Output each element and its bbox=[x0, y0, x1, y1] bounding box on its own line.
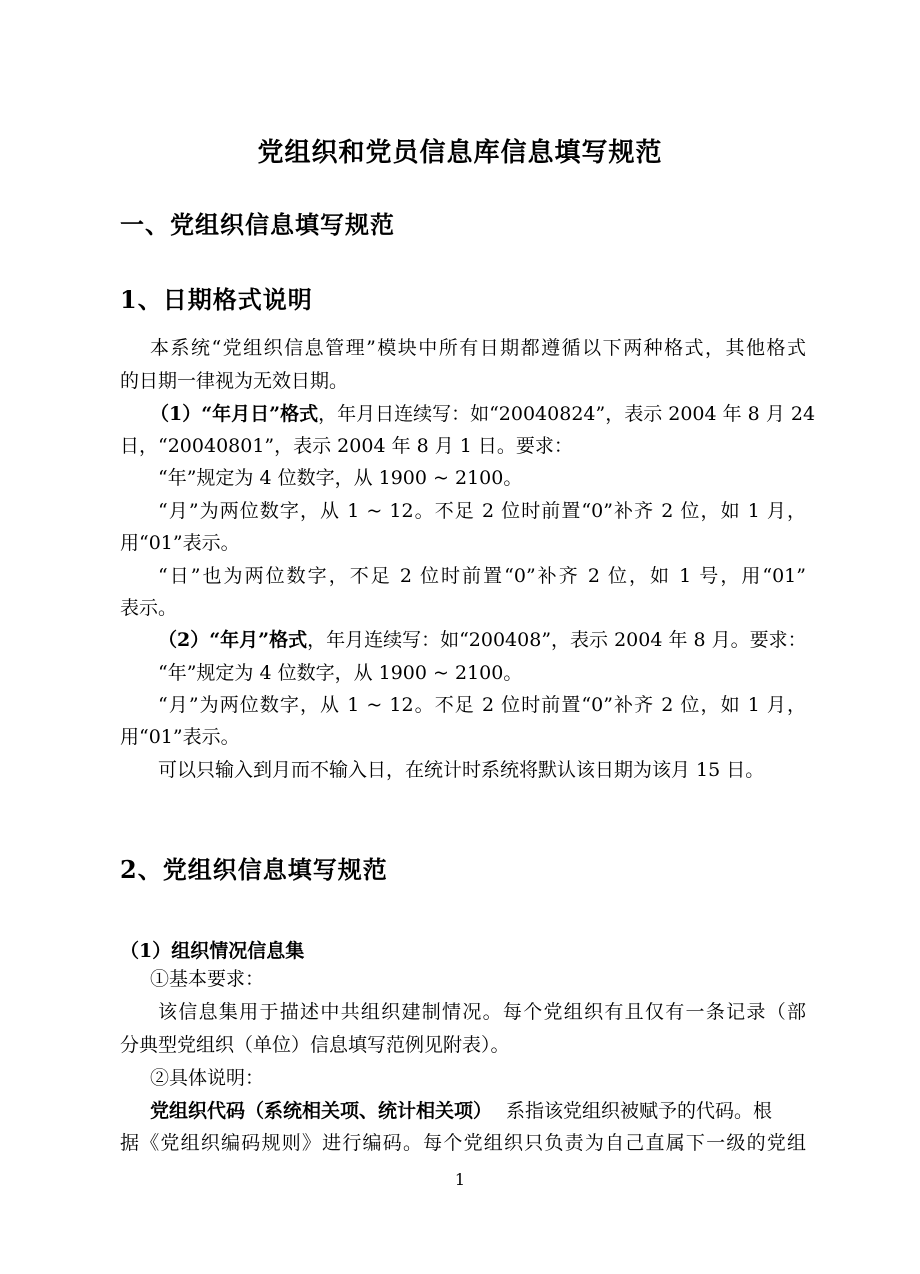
paragraph-line bbox=[158, 628, 807, 652]
paragraph-line: 本系统“党组织信息管理”模块中所有日期都遵循以下两种格式，其他格式 bbox=[150, 337, 806, 359]
paragraph-text: ，年月日连续写：如“20040824”，表示 2004 年 8 月 24 bbox=[318, 403, 816, 425]
format-label-ymd: （1）“年月日”格式 bbox=[150, 403, 319, 425]
field-label-org-code: 党组织代码（系统相关项、统计相关项） bbox=[150, 1100, 493, 1122]
subsection-heading-org-fill: 2、党组织信息填写规范 bbox=[120, 855, 388, 884]
paragraph-line: “年”规定为 4 位数字，从 1900 ~ 2100。 bbox=[158, 467, 523, 489]
format-label-ym: （2）“年月”格式 bbox=[158, 629, 308, 651]
paragraph-line: 分典型党组织（单位）信息填写范例见附表）。 bbox=[120, 1034, 510, 1056]
paragraph-line: “月”为两位数字，从 1 ~ 12。不足 2 位时前置“0”补齐 2 位，如 1 月， bbox=[158, 500, 806, 522]
paragraph-line: 的日期一律视为无效日期。 bbox=[120, 370, 349, 392]
paragraph-text: ，年月连续写：如“200408”，表示 2004 年 8 月。要求： bbox=[307, 629, 807, 651]
paragraph-line: ②具体说明： bbox=[150, 1067, 265, 1089]
paragraph-line: 据《党组织编码规则》进行编码。每个党组织只负责为自己直属下一级的党组 bbox=[120, 1132, 806, 1154]
paragraph-line: “月”为两位数字，从 1 ~ 12。不足 2 位时前置“0”补齐 2 位，如 1 月， bbox=[158, 694, 806, 716]
section-heading-org-info: 一、党组织信息填写规范 bbox=[120, 210, 395, 239]
paragraph-line: ①基本要求： bbox=[150, 968, 265, 990]
paragraph-line: “日”也为两位数字，不足 2 位时前置“0”补齐 2 位，如 1 号，用“01” bbox=[158, 565, 806, 587]
paragraph-line: 日，“20040801”，表示 2004 年 8 月 1 日。要求： bbox=[120, 435, 573, 457]
document-title: 党组织和党员信息库信息填写规范 bbox=[257, 138, 663, 168]
paragraph-line: 用“01”表示。 bbox=[120, 726, 240, 748]
paragraph-line: 表示。 bbox=[120, 597, 178, 619]
subsection-heading-date-format: 1、日期格式说明 bbox=[120, 285, 313, 314]
paragraph-line: 可以只输入到月而不输入日，在统计时系统将默认该日期为该月 15 日。 bbox=[158, 759, 765, 781]
subsubsection-heading-org-info-set: （1）组织情况信息集 bbox=[120, 940, 305, 962]
paragraph-line: “年”规定为 4 位数字，从 1900 ~ 2100。 bbox=[158, 662, 523, 684]
page-number: 1 bbox=[454, 1170, 466, 1189]
paragraph-line: 用“01”表示。 bbox=[120, 532, 240, 554]
paragraph-line: 该信息集用于描述中共组织建制情况。每个党组织有且仅有一条记录（部 bbox=[158, 1001, 806, 1023]
paragraph-line bbox=[150, 402, 815, 426]
paragraph-text: 系指该党组织被赋予的代码。根 bbox=[506, 1100, 773, 1122]
paragraph-line bbox=[150, 1099, 772, 1123]
